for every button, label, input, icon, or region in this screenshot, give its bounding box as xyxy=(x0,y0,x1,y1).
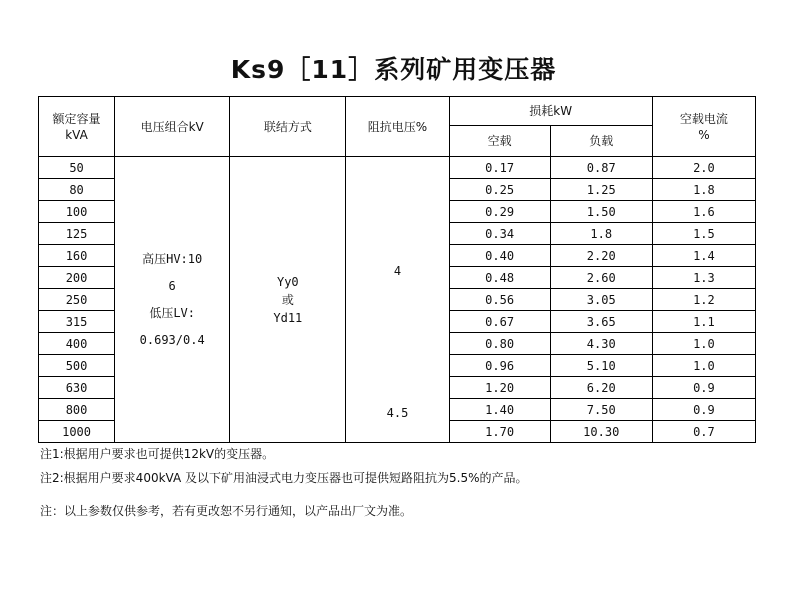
no-load-loss-cell: 1.20 xyxy=(449,377,550,399)
no-load-loss-cell: 0.56 xyxy=(449,289,550,311)
no-load-loss-cell: 1.40 xyxy=(449,399,550,421)
rated-capacity-cell: 250 xyxy=(39,289,115,311)
load-loss-cell: 0.87 xyxy=(550,157,652,179)
load-loss-cell: 1.8 xyxy=(550,223,652,245)
rated-capacity-cell: 125 xyxy=(39,223,115,245)
rated-capacity-cell: 630 xyxy=(39,377,115,399)
no-load-loss-cell: 0.25 xyxy=(449,179,550,201)
header-rated-capacity-unit: kVA xyxy=(65,127,88,142)
no-load-loss-cell: 1.70 xyxy=(449,421,550,443)
load-loss-cell: 2.60 xyxy=(550,267,652,289)
table-row xyxy=(39,157,756,179)
header-no-load-current xyxy=(652,97,755,157)
load-loss-cell: 5.10 xyxy=(550,355,652,377)
impedance-upper: 4 xyxy=(393,264,402,278)
rated-capacity-cell: 500 xyxy=(39,355,115,377)
notes xyxy=(40,446,528,527)
no-load-loss-cell: 0.29 xyxy=(449,201,550,223)
note-3: 注：以上参数仅供参考，若有更改恕不另行通知，以产品出厂文为准。 xyxy=(40,504,413,518)
hv-label: 高压HV:10 xyxy=(142,252,203,266)
header-connection: 联结方式 xyxy=(230,97,346,157)
connection-b: Yd11 xyxy=(273,310,303,325)
no-load-current-cell: 1.0 xyxy=(652,333,755,355)
no-load-loss-cell: 0.48 xyxy=(449,267,550,289)
header-load-loss: 负载 xyxy=(550,126,652,157)
no-load-current-cell: 0.9 xyxy=(652,377,755,399)
no-load-current-cell: 1.0 xyxy=(652,355,755,377)
note-2: 注2:根据用户要求400kVA 及以下矿用油浸式电力变压器也可提供短路阻抗为5.5%的产品。 xyxy=(40,471,528,485)
spec-table xyxy=(38,96,756,443)
header-rated-capacity xyxy=(39,97,115,157)
no-load-loss-cell: 0.67 xyxy=(449,311,550,333)
connection-or: 或 xyxy=(281,292,294,307)
no-load-current-cell: 0.9 xyxy=(652,399,755,421)
page-title: Ks9［11］系列矿用变压器 xyxy=(230,55,557,84)
header-voltage-combo: 电压组合kV xyxy=(115,97,230,157)
load-loss-cell: 1.25 xyxy=(550,179,652,201)
no-load-current-cell: 1.3 xyxy=(652,267,755,289)
lv-value: 0.693/0.4 xyxy=(139,333,205,347)
load-loss-cell: 4.30 xyxy=(550,333,652,355)
no-load-current-cell: 0.7 xyxy=(652,421,755,443)
header-no-load-loss: 空载 xyxy=(449,126,550,157)
note-1: 注1:根据用户要求也可提供12kV的变压器。 xyxy=(40,447,275,461)
rated-capacity-cell: 1000 xyxy=(39,421,115,443)
header-no-load-current-unit: % xyxy=(698,127,710,142)
no-load-current-cell: 1.8 xyxy=(652,179,755,201)
impedance-cell xyxy=(346,157,449,443)
rated-capacity-cell: 160 xyxy=(39,245,115,267)
hv-alt-value: 6 xyxy=(168,279,176,293)
header-loss: 损耗kW xyxy=(449,97,652,126)
load-loss-cell: 6.20 xyxy=(550,377,652,399)
no-load-current-cell: 1.2 xyxy=(652,289,755,311)
lv-label: 低压LV: xyxy=(149,306,196,320)
no-load-current-cell: 2.0 xyxy=(652,157,755,179)
no-load-loss-cell: 0.80 xyxy=(449,333,550,355)
load-loss-cell: 3.05 xyxy=(550,289,652,311)
rated-capacity-cell: 50 xyxy=(39,157,115,179)
rated-capacity-cell: 200 xyxy=(39,267,115,289)
rated-capacity-cell: 800 xyxy=(39,399,115,421)
no-load-current-cell: 1.6 xyxy=(652,201,755,223)
header-rated-capacity-label: 额定容量 xyxy=(52,111,101,126)
rated-capacity-cell: 100 xyxy=(39,201,115,223)
voltage-combo-cell xyxy=(115,157,230,443)
connection-a: Yy0 xyxy=(276,274,299,289)
spec-table-body xyxy=(39,157,756,443)
load-loss-cell: 10.30 xyxy=(550,421,652,443)
rated-capacity-cell: 80 xyxy=(39,179,115,201)
connection-cell xyxy=(230,157,346,443)
load-loss-cell: 2.20 xyxy=(550,245,652,267)
no-load-current-cell: 1.1 xyxy=(652,311,755,333)
rated-capacity-cell: 400 xyxy=(39,333,115,355)
header-impedance: 阻抗电压% xyxy=(346,97,449,157)
rated-capacity-cell: 315 xyxy=(39,311,115,333)
load-loss-cell: 7.50 xyxy=(550,399,652,421)
load-loss-cell: 1.50 xyxy=(550,201,652,223)
no-load-loss-cell: 0.40 xyxy=(449,245,550,267)
load-loss-cell: 3.65 xyxy=(550,311,652,333)
impedance-lower: 4.5 xyxy=(386,406,409,420)
no-load-loss-cell: 0.96 xyxy=(449,355,550,377)
no-load-loss-cell: 0.34 xyxy=(449,223,550,245)
no-load-loss-cell: 0.17 xyxy=(449,157,550,179)
no-load-current-cell: 1.4 xyxy=(652,245,755,267)
no-load-current-cell: 1.5 xyxy=(652,223,755,245)
header-no-load-current-label: 空载电流 xyxy=(679,111,728,126)
